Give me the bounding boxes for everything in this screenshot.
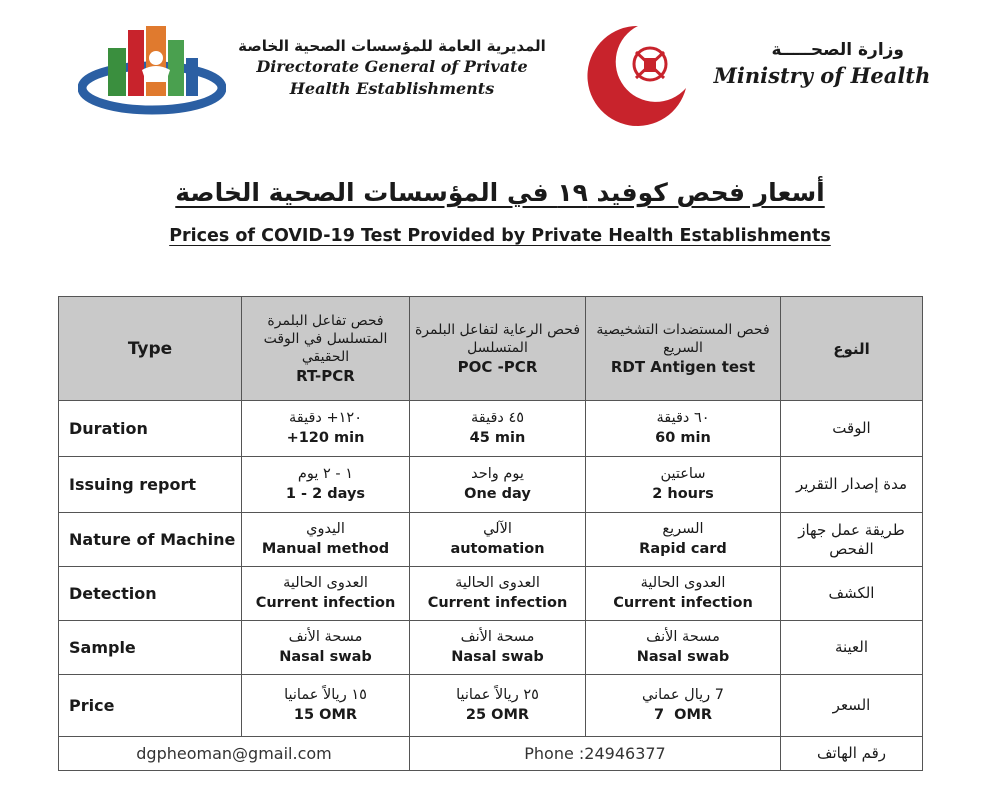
directorate-name-en-line2: Health Establishments <box>289 79 495 98</box>
row-label-en: Issuing report <box>59 457 242 513</box>
directorate-name-en-line1: Directorate General of Private <box>256 57 528 76</box>
table-row <box>59 401 923 457</box>
table-row <box>59 675 923 737</box>
contact-phone[interactable]: Phone :24946377 <box>410 737 781 771</box>
cell-poc: الآلي automation <box>410 513 586 567</box>
row-label-ar: الوقت <box>781 401 923 457</box>
cell-poc: يوم واحد One day <box>410 457 586 513</box>
directorate-logo <box>78 18 226 118</box>
contact-row <box>59 737 923 771</box>
cell-rt: مسحة الأنف Nasal swab <box>242 621 410 675</box>
cell-rt: ١٥ ريالاً عمانيا 15 OMR <box>242 675 410 737</box>
header-poc-pcr: فحص الرعاية لتفاعل البلمرة المتسلسل POC -PCR <box>410 297 586 401</box>
table-header-row <box>59 297 923 401</box>
price-table <box>58 296 923 771</box>
cell-rdt: ساعتين 2 hours <box>586 457 781 513</box>
header-rdt-antigen: فحص المستضدات التشخيصية السريع RDT Antigen test <box>586 297 781 401</box>
table-row <box>59 621 923 675</box>
phone-label-ar: رقم الهاتف <box>781 737 923 771</box>
directorate-name <box>232 36 552 100</box>
cell-rt: العدوى الحالية Current infection <box>242 567 410 621</box>
cell-rdt: مسحة الأنف Nasal swab <box>586 621 781 675</box>
table-row <box>59 567 923 621</box>
ministry-name <box>712 38 932 90</box>
cell-rt: اليدوي Manual method <box>242 513 410 567</box>
row-label-en: Detection <box>59 567 242 621</box>
table-row <box>59 457 923 513</box>
cell-poc: ٤٥ دقيقة 45 min <box>410 401 586 457</box>
row-label-ar: السعر <box>781 675 923 737</box>
cell-rdt: العدوى الحالية Current infection <box>586 567 781 621</box>
cell-rdt: 7 ريال عماني 7 OMR <box>586 675 781 737</box>
header-type-ar: النوع <box>781 297 923 401</box>
header-rt-pcr: فحص تفاعل البلمرة المتسلسل في الوقت الحقيقي RT-PCR <box>242 297 410 401</box>
cell-poc: مسحة الأنف Nasal swab <box>410 621 586 675</box>
cell-rdt: ٦٠ دقيقة 60 min <box>586 401 781 457</box>
contact-email[interactable]: dgpheoman@gmail.com <box>59 737 410 771</box>
row-label-en: Sample <box>59 621 242 675</box>
cell-rdt: السريع Rapid card <box>586 513 781 567</box>
row-label-ar: الكشف <box>781 567 923 621</box>
cell-poc: ٢٥ ريالاً عمانيا 25 OMR <box>410 675 586 737</box>
ministry-emblem <box>578 18 698 128</box>
cell-rt: ١٢٠+ دقيقة +120 min <box>242 401 410 457</box>
row-label-ar: طريقة عمل جهاز الفحص <box>781 513 923 567</box>
row-label-ar: العينة <box>781 621 923 675</box>
letterhead <box>0 0 1000 140</box>
ministry-name-en: Ministry of Health <box>713 63 931 88</box>
cell-poc: العدوى الحالية Current infection <box>410 567 586 621</box>
header-type-en: Type <box>59 297 242 401</box>
directorate-name-ar: المديرية العامة للمؤسسات الصحية الخاصة <box>238 37 546 55</box>
ministry-name-ar: وزارة الصحـــــة <box>771 40 904 60</box>
row-label-en: Duration <box>59 401 242 457</box>
row-label-en: Price <box>59 675 242 737</box>
row-label-en: Nature of Machine <box>59 513 242 567</box>
table-row <box>59 513 923 567</box>
title-arabic: أسعار فحص كوفيد ١٩ في المؤسسات الصحية الخاصة <box>175 178 825 207</box>
row-label-ar: مدة إصدار التقرير <box>781 457 923 513</box>
cell-rt: ١ - ٢ يوم 1 - 2 days <box>242 457 410 513</box>
title-english: Prices of COVID-19 Test Provided by Private Health Establishments <box>169 226 831 246</box>
